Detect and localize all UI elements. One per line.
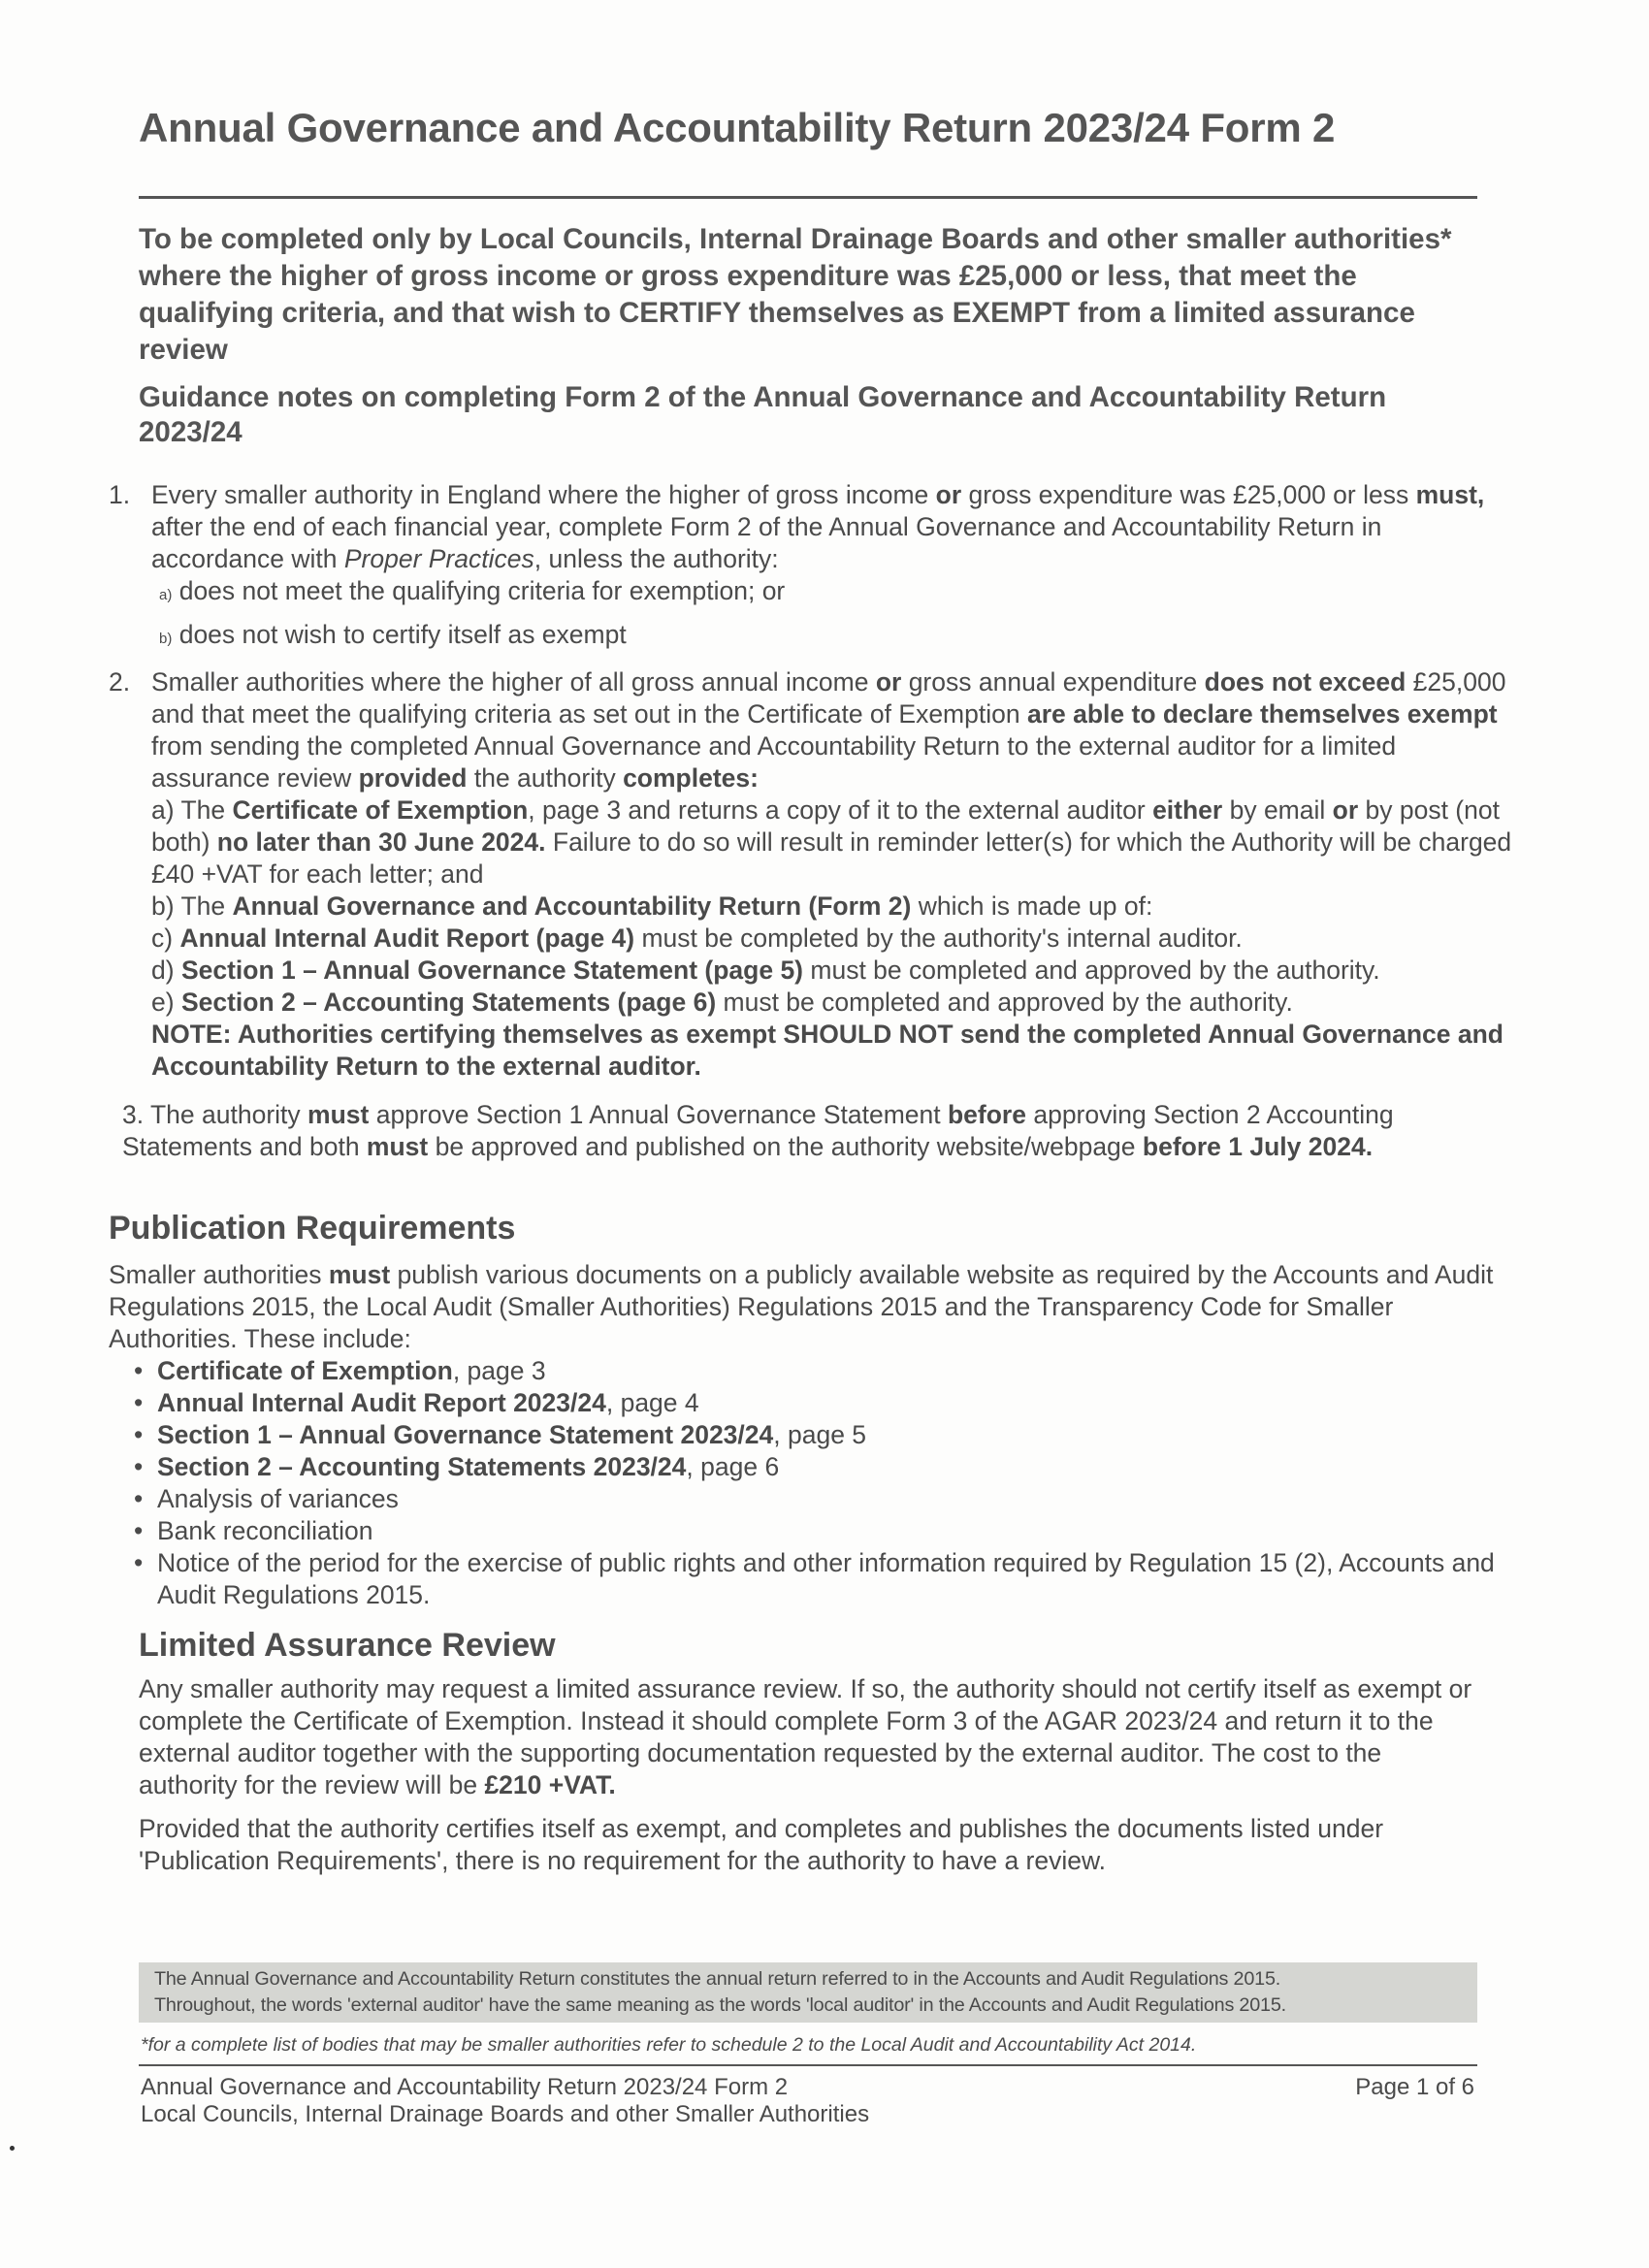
- page-title: Annual Governance and Accountability Return 2023/24 Form 2: [139, 105, 1336, 150]
- limited-assurance-review-heading: Limited Assurance Review: [139, 1627, 556, 1664]
- limited-assurance-review-body: [139, 1673, 1477, 1889]
- footer-authority-types: Local Councils, Internal Drainage Boards and other Smaller Authorities: [141, 2101, 870, 2127]
- list-item: • Section 1 – Annual Governance Statement 2023/24, page 5: [134, 1419, 1505, 1451]
- list-item: • Bank reconciliation: [134, 1515, 1505, 1547]
- footer-divider: [139, 2064, 1477, 2066]
- publication-requirements-body: [109, 1259, 1505, 1611]
- item-number: 2.: [109, 667, 131, 697]
- item-1-sub-a: a) does not meet the qualifying criteria for exemption; or: [159, 576, 786, 605]
- intro-statement: To be completed only by Local Councils, Internal Drainage Boards and other smaller authorities* where the higher of gross income or gross expenditure was £25,000 or less, that meet the qualifying criteria, and that wish to CERTIFY themselves as EXEMPT from a limited assurance review: [139, 223, 1452, 366]
- guidance-item-3: 3. The authority must approve Section 1 Annual Governance Statement before approving Section 2 Accounting Statements and both must be approved and published on the authority website/webpage before 1 July 2024.: [122, 1100, 1394, 1161]
- item-2-c: c) Annual Internal Audit Report (page 4) must be completed by the authority's internal auditor.: [151, 923, 1243, 953]
- list-item: • Notice of the period for the exercise of public rights and other information required by Regulation 15 (2), Accounts and Audit Regulations 2015.: [134, 1547, 1505, 1611]
- list-item: • Analysis of variances: [134, 1483, 1505, 1515]
- scan-mark: [10, 2146, 15, 2151]
- limited-review-paragraph-1: Any smaller authority may request a limited assurance review. If so, the authority should not certify itself as exempt or complete the Certificate of Exemption. Instead it should complete Form 3 of the AGAR 2023/24 and return it to the external auditor together with the supporting documentation requested by the external auditor. The cost to the authority for the review will be £210 +VAT.: [139, 1674, 1472, 1799]
- guidance-heading: Guidance notes on completing Form 2 of the Annual Governance and Accountability Return 2023/24: [139, 381, 1387, 448]
- item-2-e: e) Section 2 – Accounting Statements (page 6) must be completed and approved by the authority.: [151, 988, 1293, 1017]
- page-number: Page 1 of 6: [1355, 2074, 1474, 2100]
- publication-intro: Smaller authorities must publish various documents on a publicly available website as required by the Accounts and Audit Regulations 2015, the Local Audit (Smaller Authorities) Regulations 2015 and the Transparency Code for Smaller Authorities. These include:: [109, 1260, 1494, 1353]
- guidance-item-1: [109, 479, 1505, 655]
- publication-requirements-heading: Publication Requirements: [109, 1210, 516, 1247]
- regulations-note-box: The Annual Governance and Accountability Return constitutes the annual return referred to in the Accounts and Audit Regulations 2015. Throughout, the words 'external auditor' have the same meaning as the words 'local auditor' in the Accounts and Audit Regulations 2015.: [139, 1962, 1477, 2023]
- item-2-text: Smaller authorities where the higher of all gross annual income or gross annual expenditure does not exceed £25,000 and that meet the qualifying criteria as set out in the Certificate of Exemption are able to declare themselves exempt from sending the completed Annual Governance and Accountability Return to the external auditor for a limited assurance review provided the authority completes:: [151, 667, 1506, 793]
- list-item: • Annual Internal Audit Report 2023/24, page 4: [134, 1387, 1505, 1419]
- item-2-d: d) Section 1 – Annual Governance Statement (page 5) must be completed and approved by the authority.: [151, 956, 1380, 985]
- publication-list: [109, 1355, 1505, 1611]
- footer-info: [141, 2074, 869, 2128]
- footer-form-title: Annual Governance and Accountability Return 2023/24 Form 2: [141, 2074, 789, 2100]
- limited-review-paragraph-2: Provided that the authority certifies itself as exempt, and completes and publishes the documents listed under 'Publication Requirements', there is no requirement for the authority to have a review.: [139, 1814, 1384, 1875]
- item-1-sub-b: b) does not wish to certify itself as exempt: [159, 620, 627, 649]
- item-2-note: NOTE: Authorities certifying themselves as exempt SHOULD NOT send the completed Annual Governance and Accountability Return to the external auditor.: [151, 1020, 1504, 1081]
- title-divider: [139, 196, 1477, 199]
- footnote: *for a complete list of bodies that may be smaller authorities refer to schedule 2 to the Local Audit and Accountability Act 2014.: [141, 2034, 1197, 2056]
- item-2-a: a) The Certificate of Exemption, page 3 and returns a copy of it to the external auditor either by email or by post (not both) no later than 30 June 2024. Failure to do so will result in reminder letter(s) for which the Authority will be charged £40 +VAT for each letter; and: [151, 795, 1512, 889]
- guidance-item-2: [109, 666, 1515, 1083]
- item-2-b: b) The Annual Governance and Accountability Return (Form 2) which is made up of:: [151, 891, 1153, 921]
- item-number: 1.: [109, 480, 131, 509]
- list-item: • Certificate of Exemption, page 3: [134, 1355, 1505, 1387]
- item-1-text: Every smaller authority in England where the higher of gross income or gross expenditure was £25,000 or less must, after the end of each financial year, complete Form 2 of the Annual Governance and Accountability Return in accordance with Proper Practices, unless the authority:: [151, 480, 1485, 573]
- list-item: • Section 2 – Accounting Statements 2023/24, page 6: [134, 1451, 1505, 1483]
